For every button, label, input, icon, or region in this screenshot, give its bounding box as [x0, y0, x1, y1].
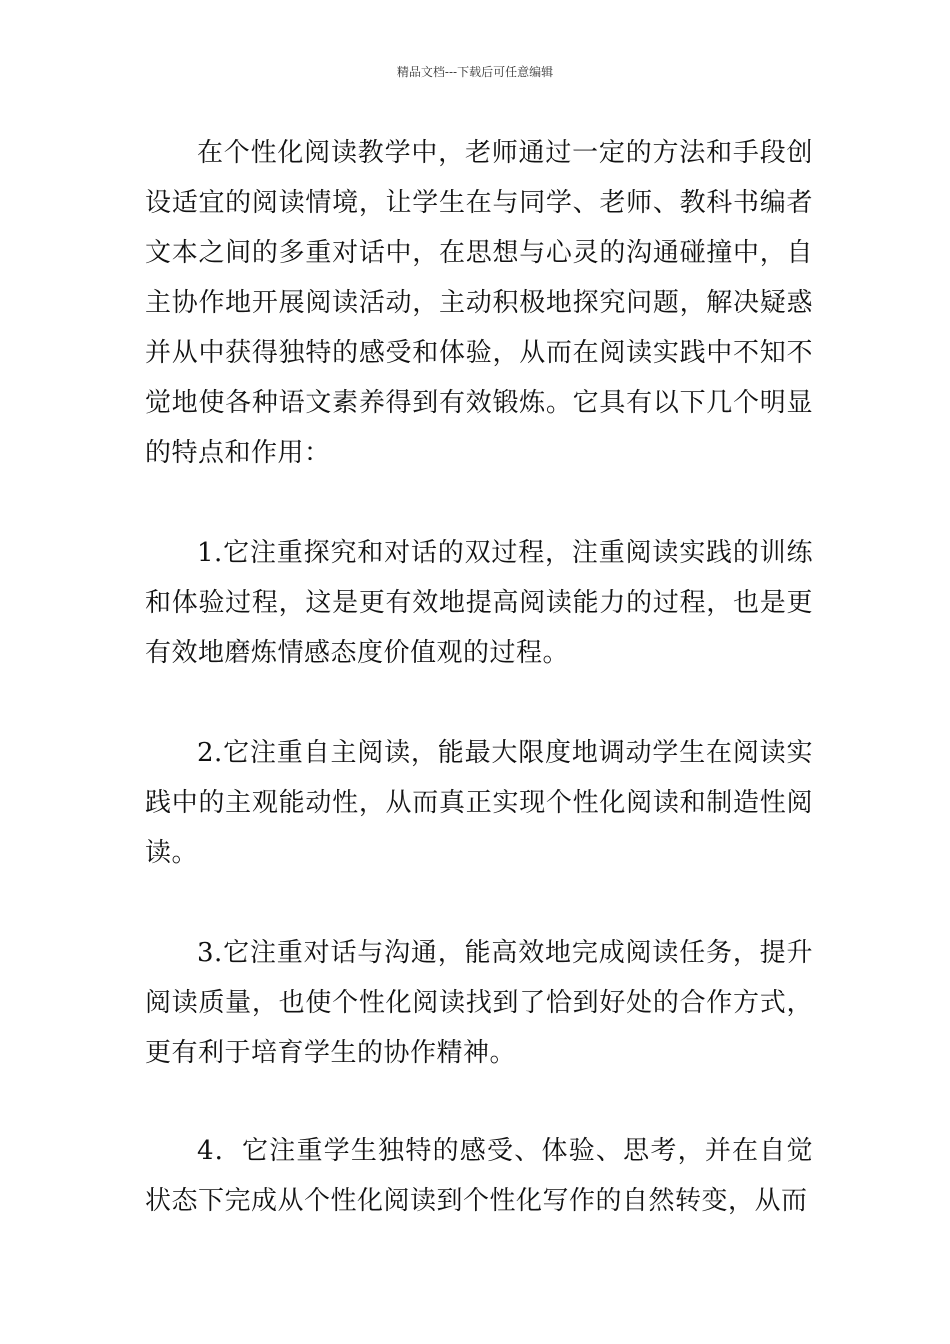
point-1-paragraph: 1.它注重探究和对话的双过程，注重阅读实践的训练和体验过程，这是更有效地提高阅读能力的过程，也是更有效地磨炼情感态度价值观的过程。 [145, 538, 813, 668]
point-2-paragraph: 2.它注重自主阅读，能最大限度地调动学生在阅读实践中的主观能动性，从而真正实现个性化阅读和制造性阅读。 [145, 738, 813, 868]
page-header-watermark: 精品文档---下载后可任意编辑 [396, 65, 554, 79]
point-3-paragraph: 3.它注重对话与沟通，能高效地完成阅读任务，提升阅读质量，也使个性化阅读找到了恰到好处的合作方式，更有利于培育学生的协作精神。 [145, 938, 813, 1068]
intro-paragraph: 在个性化阅读教学中，老师通过一定的方法和手段创设适宜的阅读情境，让学生在与同学、老师、教科书编者文本之间的多重对话中，在思想与心灵的沟通碰撞中，自主协作地开展阅读活动，主动积极地探究问题，解决疑惑并从中获得独特的感受和体验，从而在阅读实践中不知不觉地使各种语文素养得到有效锻炼。它具有以下几个明显的特点和作用： [145, 138, 813, 468]
document-body [145, 128, 813, 1226]
point-4-paragraph: 4．它注重学生独特的感受、体验、思考，并在自觉状态下完成从个性化阅读到个性化写作的自然转变，从而 [145, 1136, 813, 1216]
